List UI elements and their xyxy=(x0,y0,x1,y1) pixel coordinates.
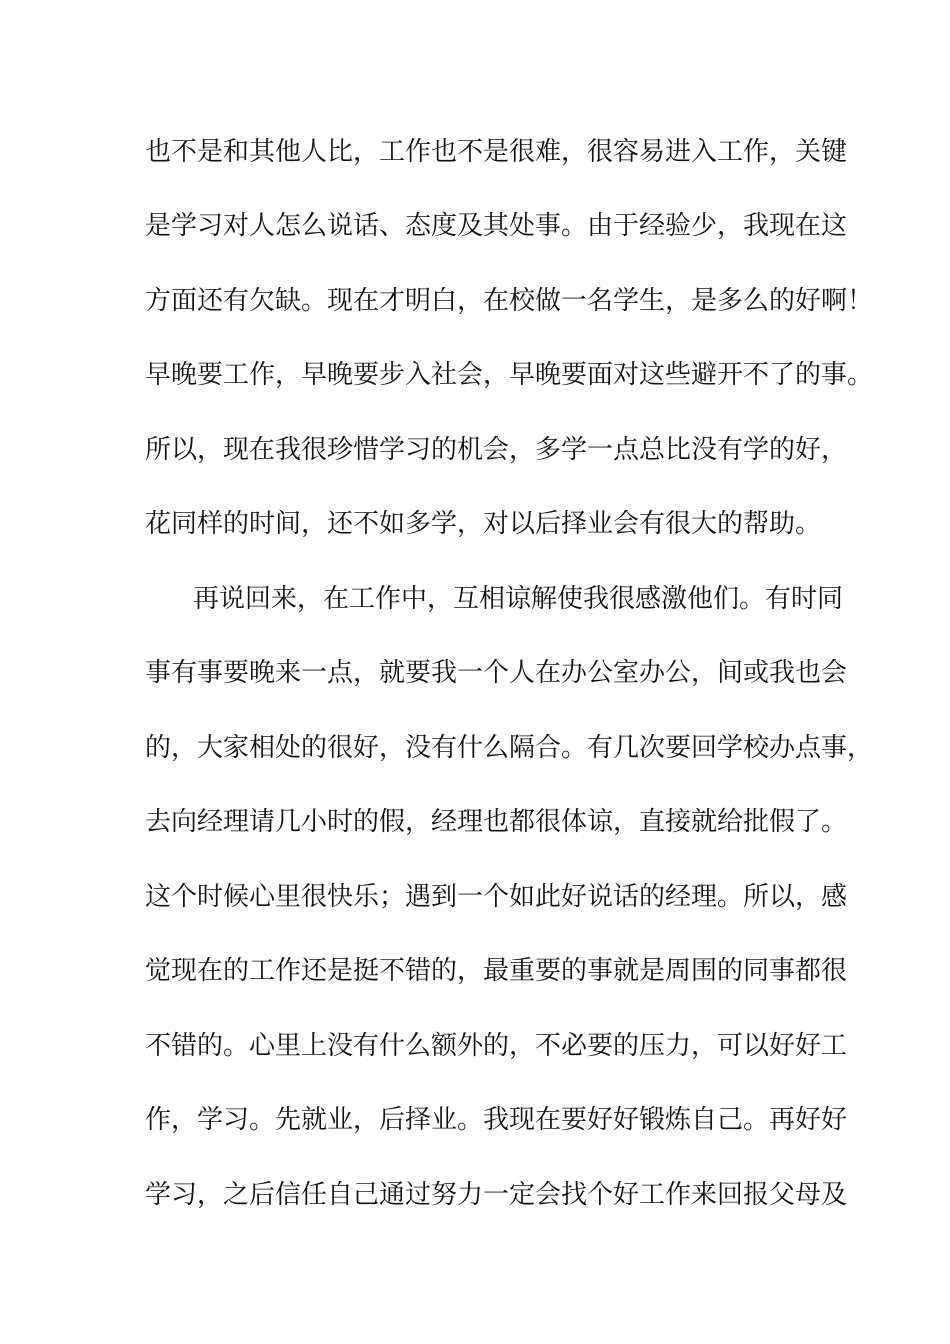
text-line: 方面还有欠缺。现在才明白，在校做一名学生，是多么的好啊！ xyxy=(145,286,874,316)
text-line: 事有事要晚来一点，就要我一个人在办公室办公，间或我也会 xyxy=(145,658,848,688)
text-line: 觉现在的工作还是挺不错的，最重要的事就是周围的同事都很 xyxy=(145,956,848,986)
text-line: 是学习对人怎么说话、态度及其处事。由于经验少，我现在这 xyxy=(145,211,848,241)
text-line: 这个时候心里很快乐；遇到一个如此好说话的经理。所以，感 xyxy=(145,882,848,912)
text-line: 的，大家相处的很好，没有什么隔合。有几次要回学校办点事， xyxy=(145,733,874,763)
text-line: 学习，之后信任自己通过努力一定会找个好工作来回报父母及 xyxy=(145,1180,848,1210)
text-line: 去向经理请几小时的假，经理也都很体谅，直接就给批假了。 xyxy=(145,807,848,837)
text-line: 再说回来，在工作中，互相谅解使我很感激他们。有时同 xyxy=(193,584,844,614)
text-line: 也不是和其他人比，工作也不是很难，很容易进入工作，关键 xyxy=(145,137,848,167)
text-line: 早晚要工作，早晚要步入社会，早晚要面对这些避开不了的事。 xyxy=(145,360,874,390)
text-line: 不错的。心里上没有什么额外的，不必要的压力，可以好好工 xyxy=(145,1031,848,1061)
text-line: 作，学习。先就业，后择业。我现在要好好锻炼自己。再好好 xyxy=(145,1105,848,1135)
text-line: 所以，现在我很珍惜学习的机会，多学一点总比没有学的好， xyxy=(145,435,848,465)
text-line: 花同样的时间，还不如多学，对以后择业会有很大的帮助。 xyxy=(145,509,822,539)
